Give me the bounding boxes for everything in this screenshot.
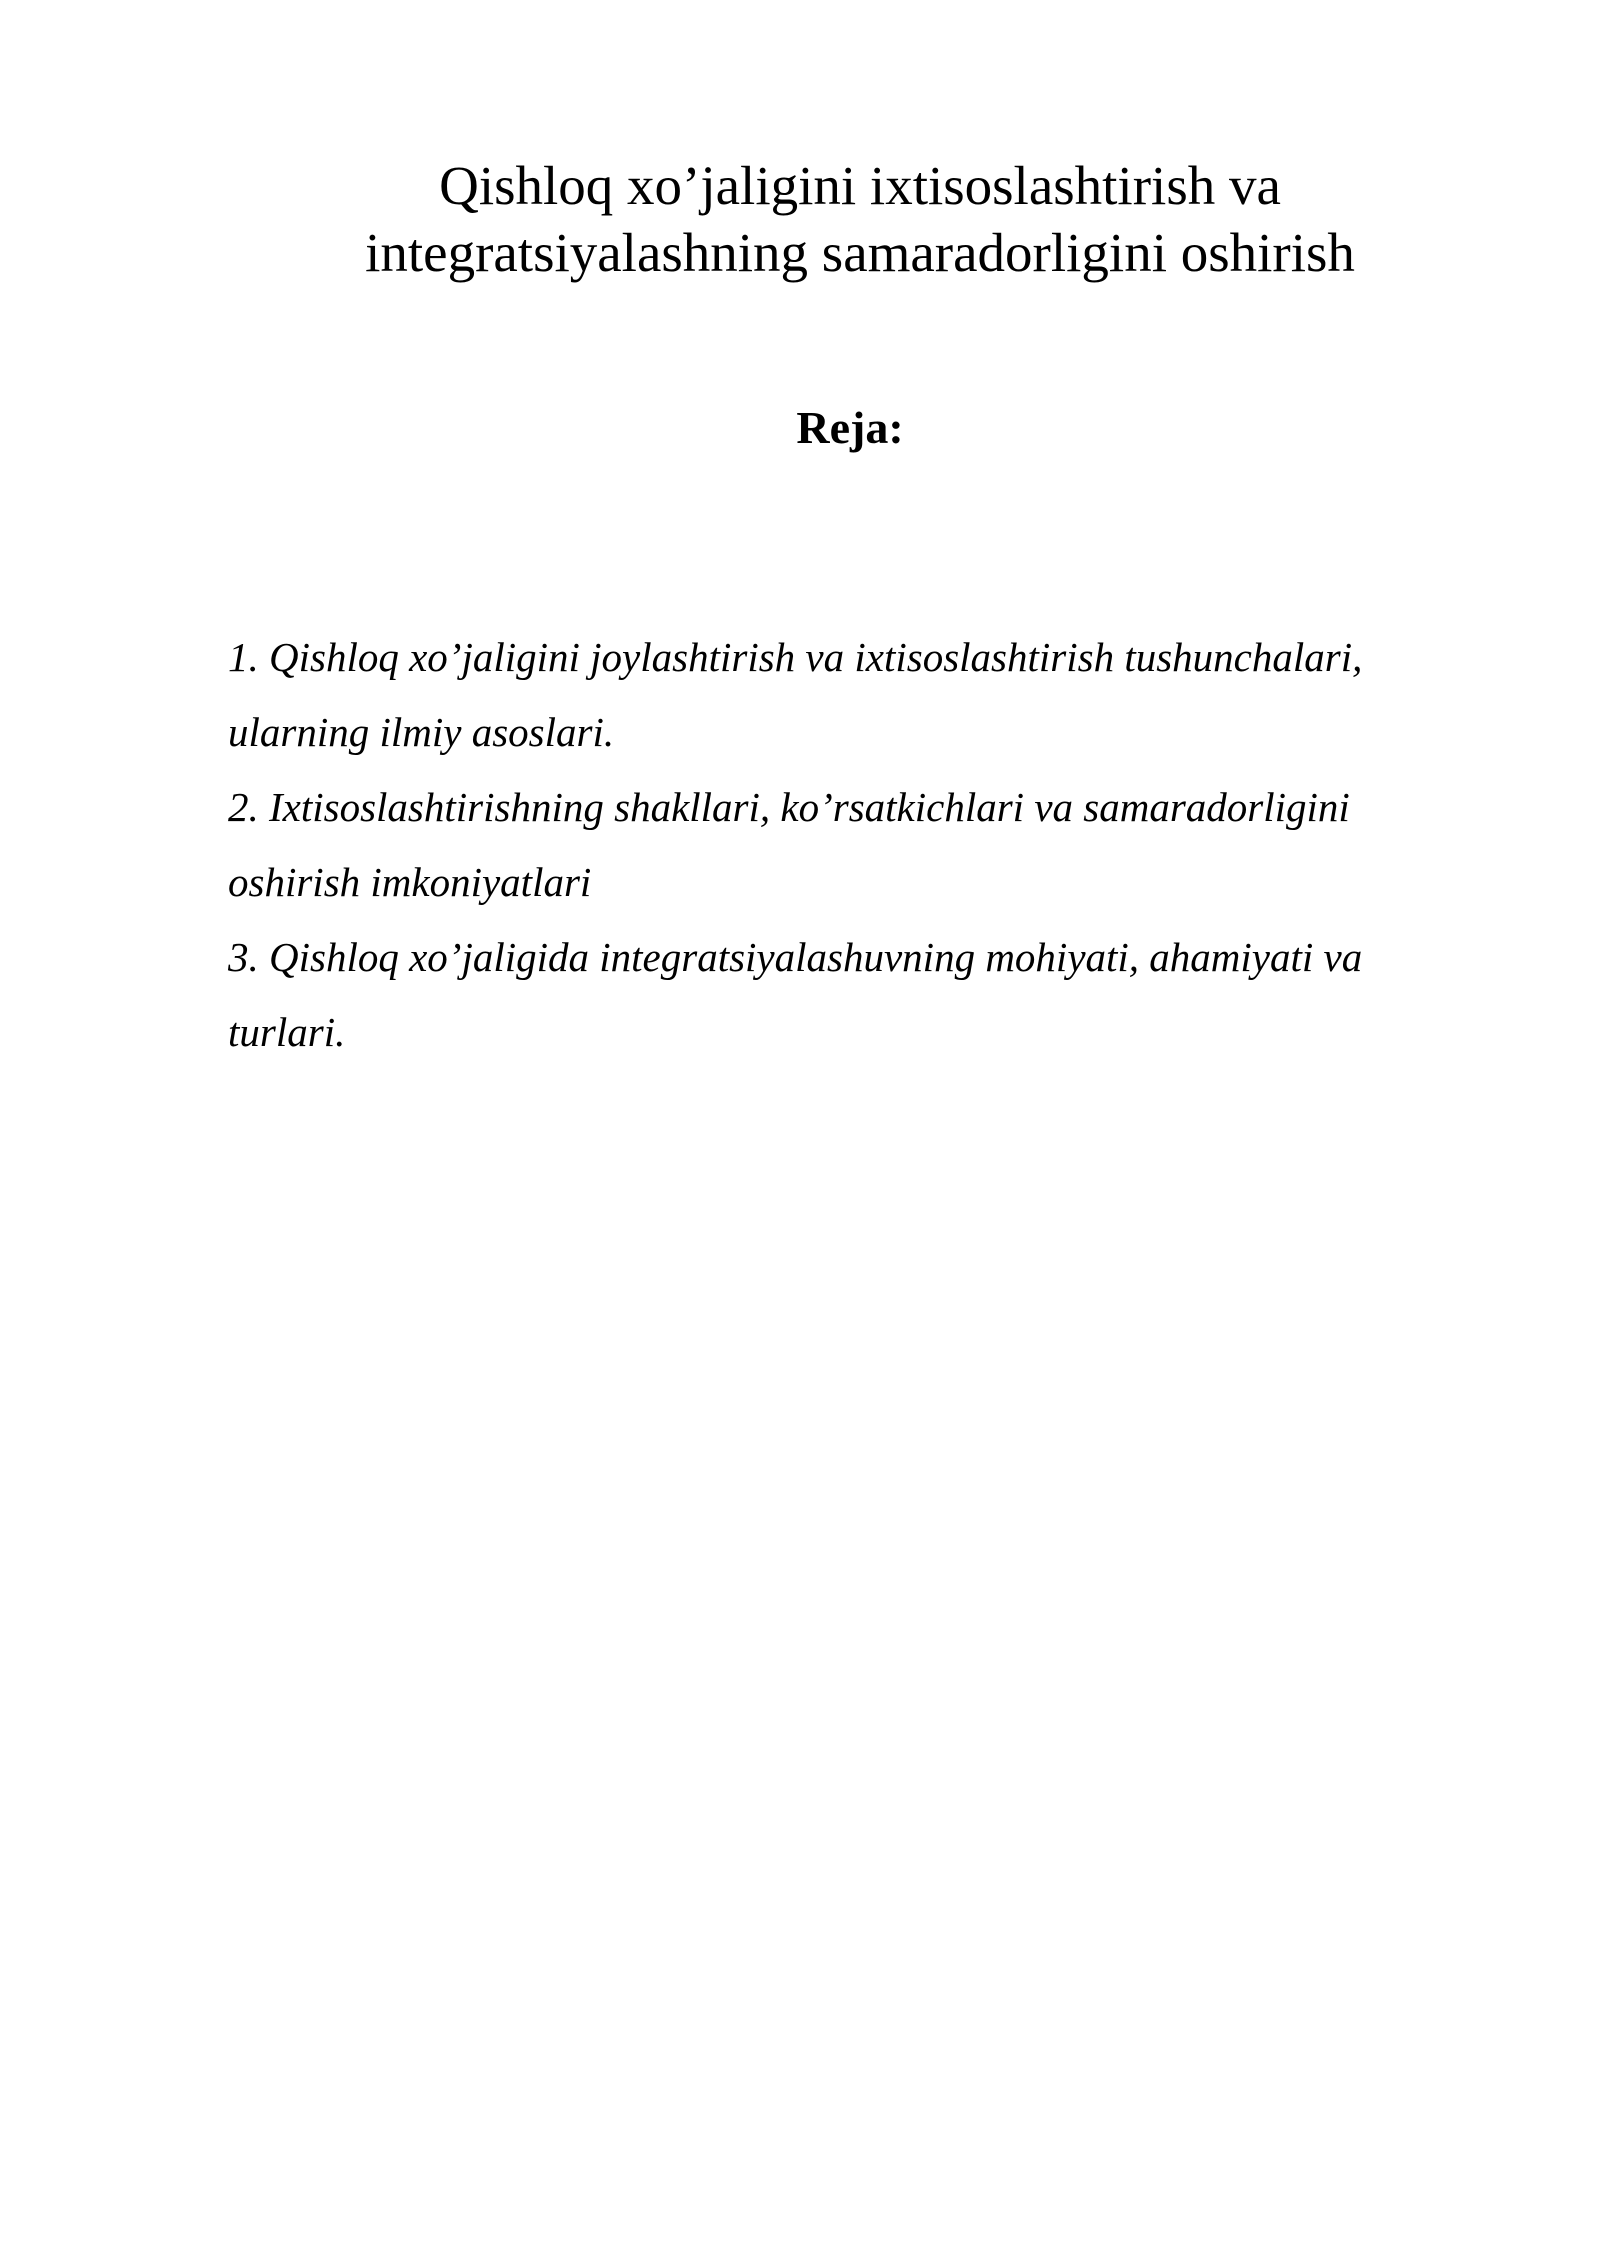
title-line: Qishloq xo’jaligini ixtisoslashtirish va bbox=[439, 155, 1281, 216]
title-line: integratsiyalashning samaradorligini oshirish bbox=[365, 222, 1355, 283]
plan-item-line: oshirish imkoniyatlari bbox=[228, 859, 592, 905]
plan-item-line: 2. Ixtisoslashtirishning shakllari, ko’rsatkichlari va samaradorligini bbox=[228, 784, 1350, 830]
plan-list bbox=[228, 620, 1488, 1070]
plan-heading: Reja: bbox=[796, 402, 904, 453]
plan-item-3 bbox=[228, 920, 1488, 1070]
plan-item-line: 3. Qishloq xo’jaligida integratsiyalashuvning mohiyati, ahamiyati va bbox=[228, 934, 1363, 980]
plan-item-line: ularning ilmiy asoslari. bbox=[228, 709, 615, 755]
plan-item-1 bbox=[228, 620, 1488, 770]
plan-item-line: turlari. bbox=[228, 1009, 346, 1055]
document-title bbox=[200, 152, 1520, 286]
plan-item-line: 1. Qishloq xo’jaligini joylashtirish va ixtisoslashtirish tushunchalari, bbox=[228, 634, 1363, 680]
plan-item-2 bbox=[228, 770, 1488, 920]
